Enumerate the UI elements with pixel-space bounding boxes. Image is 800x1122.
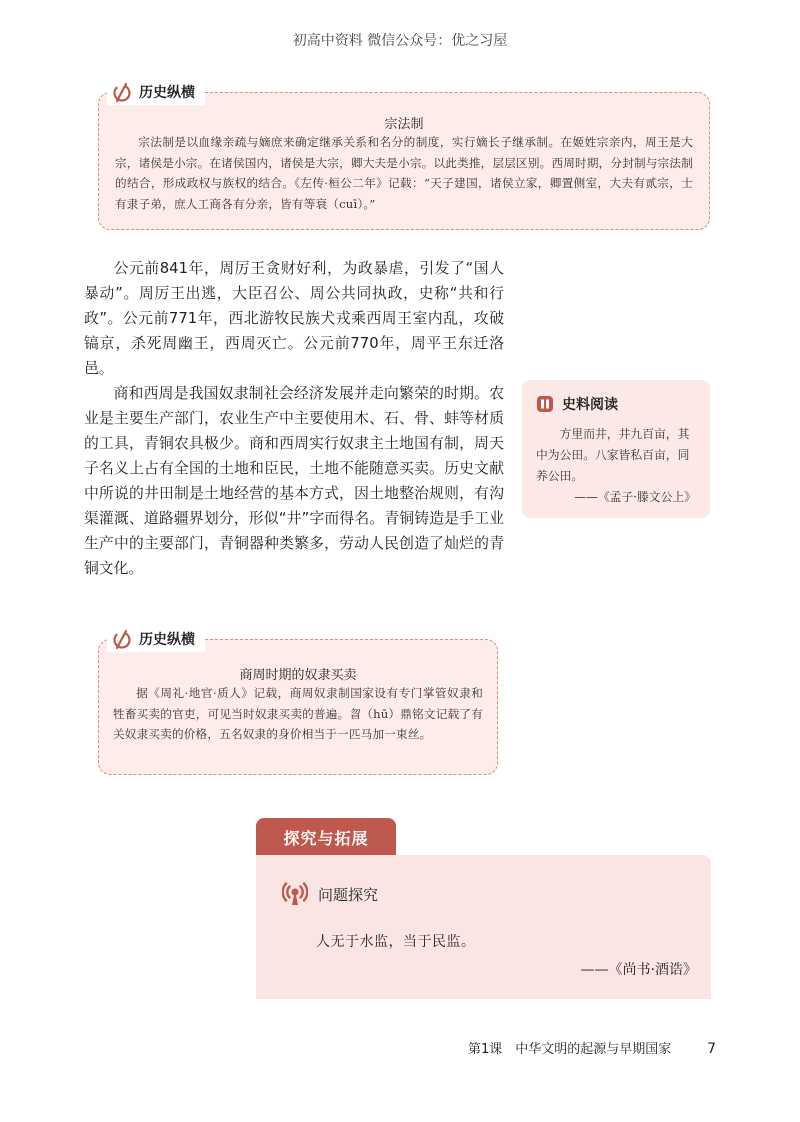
history-box-title: 宗法制 xyxy=(384,117,424,132)
compass-pen-icon xyxy=(111,628,133,650)
explore-section-tab: 探究与拓展 xyxy=(256,818,396,856)
page-header: 初高中资料 微信公众号：优之习屋 xyxy=(292,33,508,49)
page-number: 7 xyxy=(707,1041,716,1057)
inquiry-header xyxy=(282,881,378,907)
source-reading-body: 方里而井，井九百亩，其中为公田。八家皆私百亩，同养公田。 xyxy=(536,427,690,483)
inquiry-title: 问题探究 xyxy=(318,885,379,904)
main-paragraph-2: 商和西周是我国奴隶制社会经济发展并走向繁荣的时期。农业是主要生产部门，农业生产中主要使用木、石、骨、蚌等材质的工具，青铜农具极少。商和西周实行奴隶主土地国有制，周天子名义上占有全国的土地和臣民，土地不能随意买卖。历史文献中所说的井田制是土地经营的基本方式，因土地整治规则，有沟渠灌溉、道路疆界划分，形似“井”字而得名。青铜铸造是手工业生产中的主要部门，青铜器种类繁多，劳动人民创造了灿烂的青铜文化。 xyxy=(84,385,504,577)
lesson-title: 第1课 中华文明的起源与早期国家 xyxy=(468,1042,672,1057)
broadcast-icon xyxy=(282,881,308,907)
history-box-tag-label: 历史纵横 xyxy=(139,632,195,648)
history-box-title: 商周时期的奴隶买卖 xyxy=(239,668,357,683)
history-box-slave-trade xyxy=(98,632,498,775)
history-box-body: 宗法制是以血缘亲疏与嫡庶来确定继承关系和名分的制度，实行嫡长子继承制。在姬姓宗亲内，周王是大宗，诸侯是小宗。在诸侯国内，诸侯是大宗，卿大夫是小宗。以此类推，层层区别。西周时期，分封制与宗法制的结合，形成政权与族权的结合。《左传·桓公二年》记载：“天子建国，诸侯立家，卿置侧室，大夫有贰宗，士有隶子弟，庶人工商各有分亲，皆有等衰（cuī）。” xyxy=(115,135,693,211)
history-box-tag xyxy=(107,626,205,652)
source-reading-title: 史料阅读 xyxy=(562,397,618,413)
history-box-body: 据《周礼·地官·质人》记载，商周奴隶制国家设有专门掌管奴隶和牲畜买卖的官吏，可见当时奴隶买卖的普遍。曶（hū）鼎铭文记载了有关奴隶买卖的价格，五名奴隶的身价相当于一匹马加一束丝。 xyxy=(113,686,483,741)
inquiry-quote: 人无于水监，当于民监。 xyxy=(316,934,476,950)
inquiry-quote-source: ——《尚书·酒诰》 xyxy=(580,962,697,978)
source-reading-sidebar xyxy=(522,380,710,518)
history-box-tag xyxy=(107,79,205,105)
page-footer xyxy=(468,1038,716,1057)
explore-section xyxy=(256,855,711,999)
main-paragraph-1: 公元前841年，周厉王贪财好利，为政暴虐，引发了“国人暴动”。周厉王出逃，大臣召公、周公共同执政，史称“共和行政”。公元前771年，西北游牧民族犬戎乘西周王室内乱，攻破镐京，杀死周幽王，西周灭亡。公元前770年，周平王东迁洛邑。 xyxy=(84,260,504,377)
source-reading-header xyxy=(536,394,696,414)
compass-pen-icon xyxy=(111,81,133,103)
source-reading-citation: ——《孟子·滕文公上》 xyxy=(574,490,696,504)
history-box-clan-system xyxy=(98,85,710,230)
history-box-tag-label: 历史纵横 xyxy=(139,85,195,101)
book-icon xyxy=(536,395,554,413)
